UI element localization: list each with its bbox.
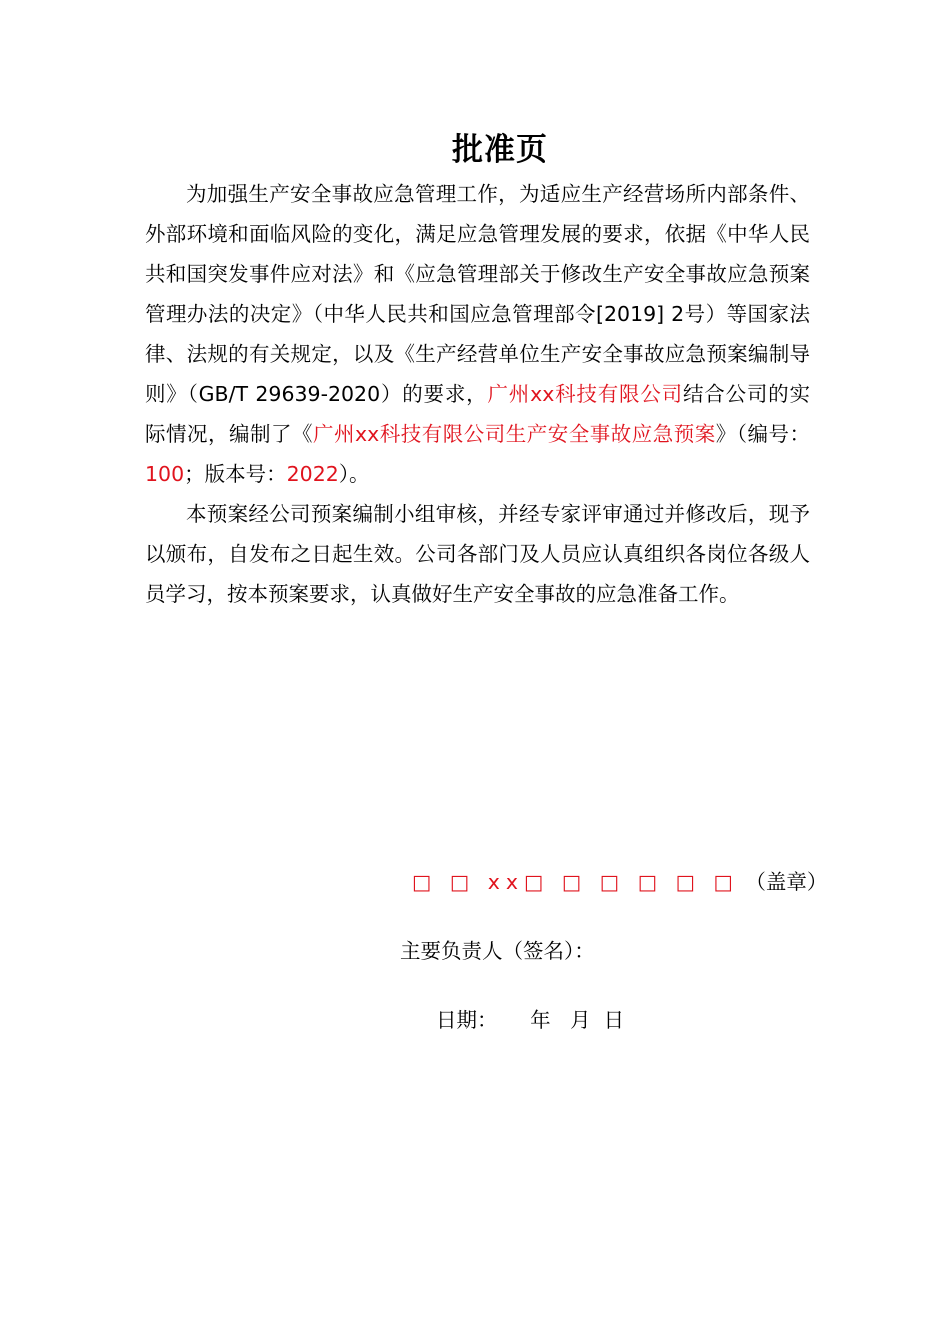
paragraph-text: 2号）等国家法律、法规的有关规定，以及《生产经营单位生产安全事故应急预案编制导则》（GB/T 29639-2020）的要求， (145, 302, 810, 406)
paragraph-text: ）。 (338, 462, 370, 486)
paragraph-text: 》（编号： (715, 422, 811, 446)
paragraph-text: 结合公司的实际情况，编制了《 (145, 382, 810, 446)
plan-name-highlight: 广州xx科技有限公司生产安全事故应急预案 (313, 422, 716, 446)
page-title: 批准页 (452, 132, 548, 168)
company-name-highlight: 广州xx科技有限公司 (487, 382, 683, 406)
plan-number: 100 (145, 462, 185, 486)
paragraph-text: ；版本号： (184, 462, 287, 486)
company-name-placeholder: □ □ xx□ □ □ □ □ □ (412, 870, 739, 894)
plan-version: 2022 (286, 462, 339, 486)
seal-label: （盖章） (745, 870, 828, 894)
paragraph-basis (145, 174, 810, 494)
company-seal-line (412, 862, 827, 902)
date-line: 日期： 年 月 日 (436, 1008, 625, 1032)
paragraph-text: 为加强生产安全事故应急管理工作，为适应生产经营场所内部条件、外部环境和面临风险的变化，满足应急管理发展的要求，依据《中华人民共和国突发事件应对法》和《应急管理部关于修改生产安全事故应急预案管理办法的决定》（中华人民共和国应急管理部令[2019] (145, 182, 810, 326)
paragraph-issuance: 本预案经公司预案编制小组审核，并经专家评审通过并修改后，现予以颁布，自发布之日起生效。公司各部门及人员应认真组织各岗位各级人员学习，按本预案要求，认真做好生产安全事故的应急准备工作。 (145, 502, 810, 606)
principal-signature-line: 主要负责人（签名）： (400, 939, 595, 963)
